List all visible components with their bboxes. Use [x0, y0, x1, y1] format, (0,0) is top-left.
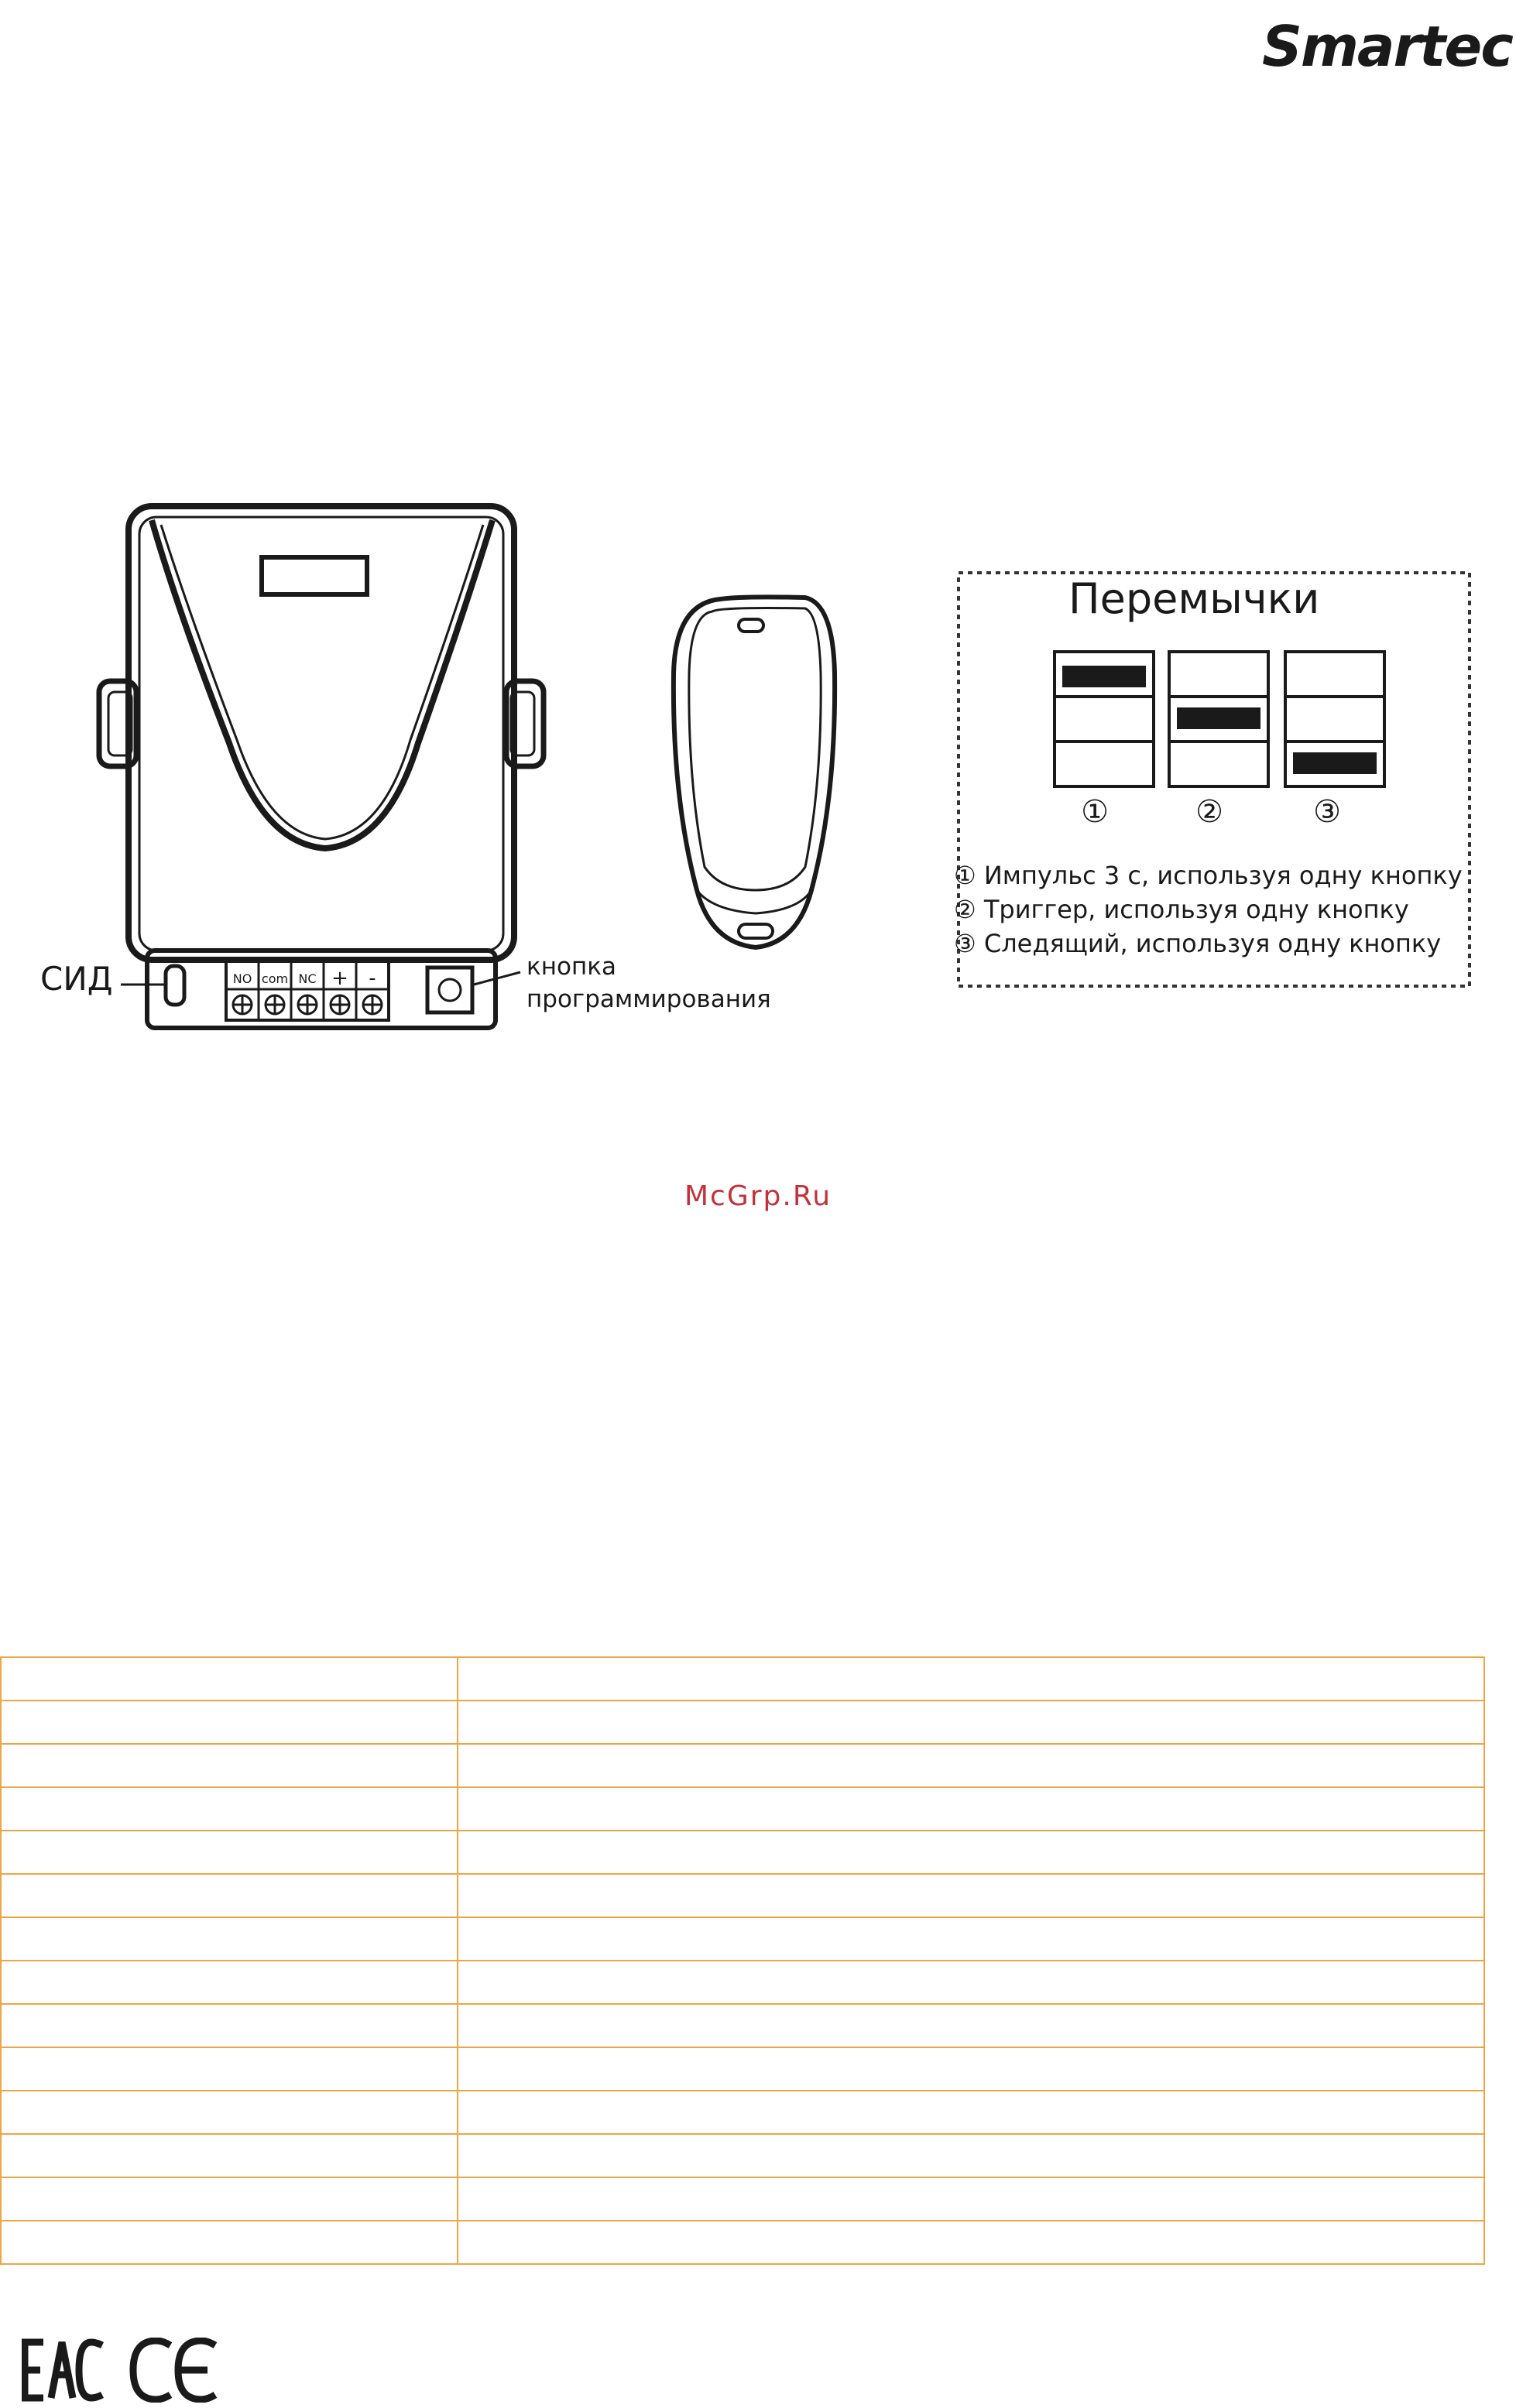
table-cell	[458, 1787, 1484, 1831]
smartec-logo	[1262, 14, 1510, 91]
terminal-label-no: NO	[232, 971, 252, 986]
table-cell	[458, 2047, 1484, 2091]
table-row	[1, 1917, 1484, 1961]
table-cell	[458, 1917, 1484, 1961]
table-cell	[458, 1657, 1484, 1701]
table-row	[1, 1657, 1484, 1701]
program-button-label-line2: программирования	[526, 985, 771, 1013]
jumper-legend-2: ② Триггер, используя одну кнопку	[954, 895, 1409, 924]
table-cell	[1, 2047, 458, 2091]
table-row	[1, 1787, 1484, 1831]
jumper-number-1: ①	[1081, 794, 1109, 830]
table-cell	[1, 1657, 458, 1701]
table-cell	[458, 1874, 1484, 1917]
certification-marks	[22, 2338, 223, 2403]
table-cell	[1, 1701, 458, 1744]
table-row	[1, 2177, 1484, 2221]
jumper-3-position	[1293, 752, 1377, 774]
table-cell	[458, 2177, 1484, 2221]
jumper-legend-1: ① Импульс 3 с, используя одну кнопку	[954, 861, 1463, 890]
table-row	[1, 1831, 1484, 1874]
terminal-label-nc: NC	[298, 971, 317, 986]
table-cell	[458, 2221, 1484, 2264]
table-cell	[1, 1787, 458, 1831]
program-button-label-line1: кнопка	[526, 953, 616, 981]
ce-mark-icon	[133, 2341, 215, 2399]
table-cell	[458, 2004, 1484, 2047]
table-cell	[1, 2091, 458, 2134]
jumper-title: Перемычки	[1068, 574, 1320, 623]
terminal-label-plus: +	[331, 967, 348, 990]
table-cell	[458, 1831, 1484, 1874]
program-button-label	[526, 951, 771, 1016]
terminal-label-minus: -	[369, 967, 376, 990]
table-cell	[458, 1701, 1484, 1744]
table-cell	[458, 2134, 1484, 2177]
table-cell	[458, 1961, 1484, 2004]
table-row	[1, 2134, 1484, 2177]
table-row	[1, 2221, 1484, 2264]
jumper-2-position	[1177, 707, 1260, 729]
receiver-device-illustration	[99, 506, 544, 1028]
table-cell	[1, 1744, 458, 1787]
table-row	[1, 1701, 1484, 1744]
table-cell	[1, 1831, 458, 1874]
table-row	[1, 2004, 1484, 2047]
table-cell	[1, 1874, 458, 1917]
specification-table	[0, 1656, 1485, 2265]
watermark-link[interactable]: McGrp.Ru	[684, 1180, 832, 1212]
table-cell	[1, 1917, 458, 1961]
eac-mark-icon	[25, 2342, 102, 2398]
jumper-number-3: ③	[1313, 794, 1341, 830]
table-row	[1, 1744, 1484, 1787]
jumper-1-position	[1062, 666, 1146, 687]
led-label: СИД	[40, 960, 113, 998]
table-cell	[1, 2221, 458, 2264]
logo-text: Smartec	[1262, 14, 1512, 79]
terminal-label-com: com	[261, 971, 289, 986]
table-cell	[1, 2134, 458, 2177]
table-cell	[458, 1744, 1484, 1787]
table-cell	[458, 2091, 1484, 2134]
table-row	[1, 2091, 1484, 2134]
remote-control-illustration	[674, 597, 835, 947]
jumper-legend-3: ③ Следящий, используя одну кнопку	[954, 929, 1442, 958]
table-cell	[1, 2177, 458, 2221]
table-cell	[1, 1961, 458, 2004]
jumper-number-2: ②	[1195, 794, 1223, 830]
table-row	[1, 1961, 1484, 2004]
table-cell	[1, 2004, 458, 2047]
table-row	[1, 1874, 1484, 1917]
table-row	[1, 2047, 1484, 2091]
